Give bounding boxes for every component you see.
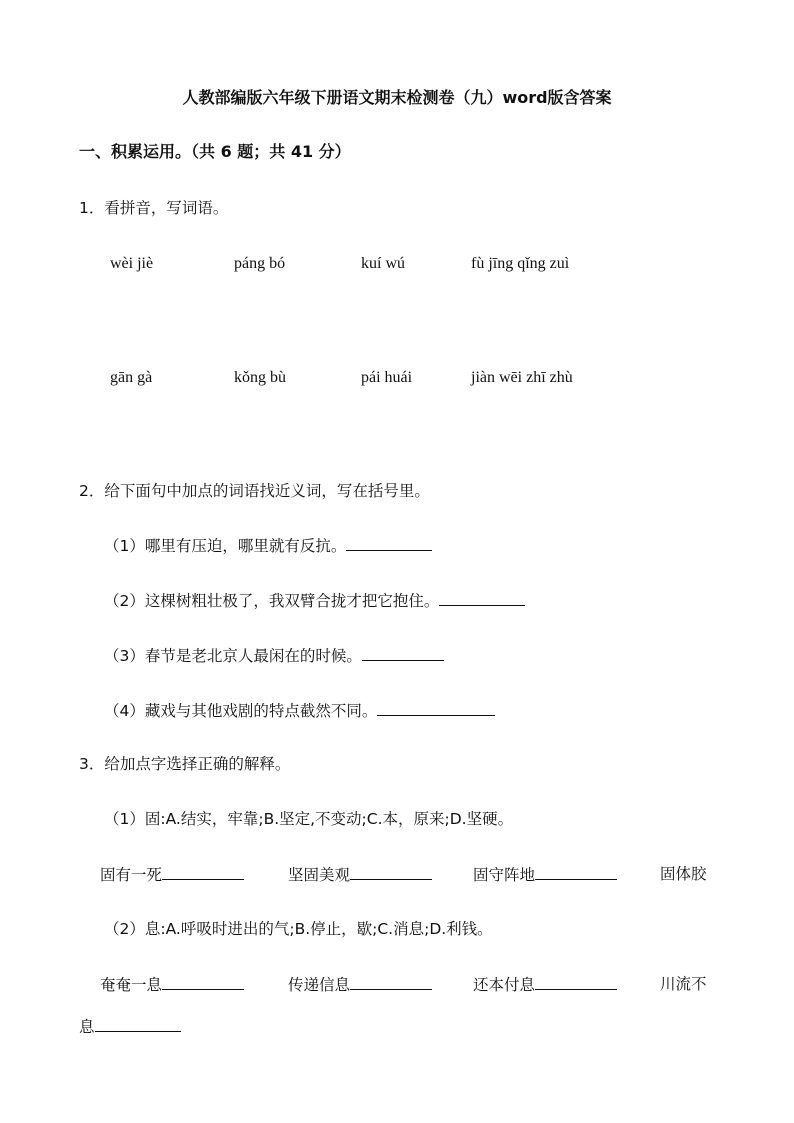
sentence-text: （2）这棵树粗壮极了，我双臂合拢才把它抱住。 [104, 592, 440, 610]
pinyin-item: jiàn wēi zhī zhù [471, 369, 573, 386]
pinyin-item: kǒng bù [234, 369, 286, 386]
sentence-text: （1）哪里有压迫，哪里就有反抗。 [104, 537, 347, 555]
pinyin-item: páng bó [234, 255, 286, 272]
page-title: 人教部编版六年级下册语文期末检测卷（九）word版含答案 [182, 88, 612, 107]
question-3-prompt: 3．给加点字选择正确的解释。 [79, 755, 291, 773]
word-text: 坚固美观 [288, 866, 351, 884]
question-2-item [104, 590, 525, 611]
answer-blank[interactable] [535, 864, 617, 880]
section-heading: 一、积累运用。（共 6 题；共 41 分） [79, 142, 351, 161]
pinyin-item: wèi jiè [110, 255, 154, 272]
answer-blank[interactable] [535, 974, 617, 990]
word-item [660, 974, 707, 994]
question-1-prompt: 1．看拼音，写词语。 [79, 199, 229, 217]
question-2-item [104, 700, 495, 721]
answer-blank[interactable] [162, 974, 244, 990]
word-text: 固守阵地 [473, 866, 536, 884]
word-text: 奄奄一息 [100, 976, 163, 994]
answer-blank[interactable] [362, 645, 444, 661]
answer-blank[interactable] [162, 864, 244, 880]
definition-xi: （2）息:A.呼吸时进出的气;B.停止，歇;C.消息;D.利钱。 [104, 920, 493, 938]
word-text: 固有一死 [100, 866, 163, 884]
word-item [288, 974, 432, 995]
word-text: 固体胶 [660, 865, 707, 883]
word-item [473, 864, 617, 885]
sentence-text: （3）春节是老北京人最闲在的时候。 [104, 647, 362, 665]
pinyin-item: gān gà [110, 369, 153, 386]
word-text: 还本付息 [473, 976, 536, 994]
answer-blank[interactable] [350, 974, 432, 990]
word-item [100, 864, 244, 885]
answer-blank[interactable] [377, 700, 495, 716]
question-2-item [104, 645, 444, 666]
word-item [660, 864, 719, 884]
answer-blank[interactable] [439, 590, 525, 606]
word-item [100, 974, 244, 995]
word-text: 息 [79, 1018, 95, 1036]
word-text: 传递信息 [288, 976, 351, 994]
word-item [288, 864, 432, 885]
answer-blank[interactable] [95, 1016, 181, 1032]
pinyin-item: kuí wú [361, 255, 405, 272]
answer-blank[interactable] [350, 864, 432, 880]
word-item [79, 1016, 181, 1037]
word-item [473, 974, 617, 995]
question-2-item [104, 535, 432, 556]
question-2-prompt: 2．给下面句中加点的词语找近义词，写在括号里。 [79, 482, 430, 500]
pinyin-item: pái huái [361, 369, 413, 386]
definition-gu: （1）固:A.结实，牢靠;B.坚定,不变动;C.本，原来;D.坚硬。 [104, 810, 514, 828]
word-text: 川流不 [660, 975, 707, 993]
sentence-text: （4）藏戏与其他戏剧的特点截然不同。 [104, 702, 378, 720]
pinyin-item: fù jīng qǐng zuì [471, 255, 570, 272]
answer-blank[interactable] [346, 535, 432, 551]
